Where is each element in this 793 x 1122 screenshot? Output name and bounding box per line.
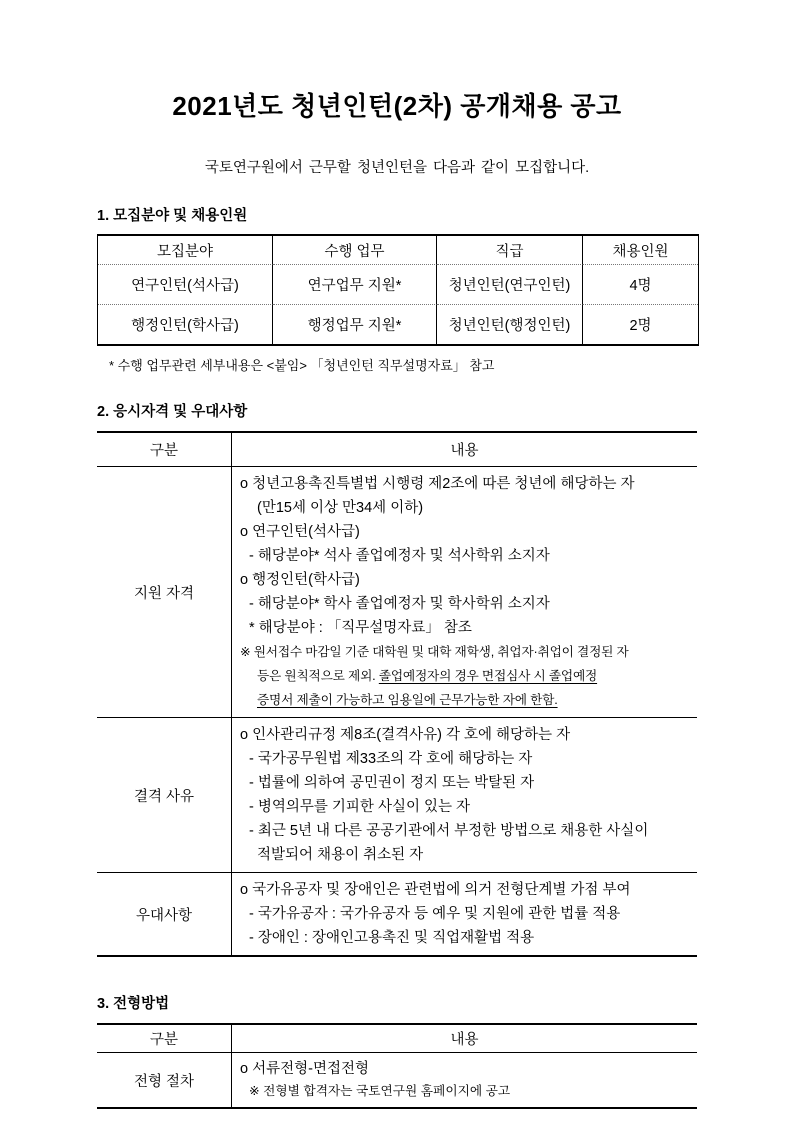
content-line — [240, 664, 691, 688]
row-label: 우대사항 — [97, 873, 232, 955]
content-line: o 인사관리규정 제8조(결격사유) 각 호에 해당하는 자 — [240, 727, 571, 743]
table-row — [98, 305, 698, 344]
column-header-category: 구분 — [97, 433, 232, 467]
cell-duty: 연구업무 지원* — [273, 265, 437, 305]
row-content — [232, 873, 697, 955]
content-line: ※ 원서접수 마감일 기준 대학원 및 대학 재학생, 취업자·취업이 결정된 자 — [240, 645, 629, 659]
content-line: o 연구인턴(석사급) — [240, 524, 360, 540]
cell-count: 2명 — [629, 318, 652, 334]
column-header-duty: 수행 업무 — [273, 236, 437, 265]
cell-duty: 행정업무 지원* — [273, 305, 437, 344]
table-header-row — [97, 433, 697, 467]
table-footnote: * 수행 업무관련 세부내용은 <붙임> 「청년인턴 직무설명자료」 참고 — [109, 358, 495, 373]
content-line: 적발되어 채용이 취소된 자 — [257, 847, 424, 863]
line-text: 등은 원칙적으로 제외. — [257, 669, 379, 683]
content-line — [240, 688, 691, 712]
content-line: o 국가유공자 및 장애인은 관련법에 의거 전형단계별 가점 부여 — [240, 882, 631, 898]
content-line: - 장애인 : 장애인고용촉진 및 직업재활법 적용 — [249, 930, 535, 946]
content-line: - 해당분야* 학사 졸업예정자 및 학사학위 소지자 — [249, 596, 550, 612]
content-line: - 최근 5년 내 다른 공공기관에서 부정한 방법으로 채용한 사실이 — [249, 823, 649, 839]
selection-method-table — [97, 1023, 697, 1109]
section3-heading: 3. 전형방법 — [97, 996, 170, 1012]
underlined-text: 졸업예정자의 경우 면접심사 시 졸업예정 — [378, 669, 598, 683]
content-line: ※ 전형별 합격자는 국토연구원 홈페이지에 공고 — [249, 1084, 511, 1098]
row-content — [232, 718, 697, 873]
table-row-eligibility — [97, 467, 697, 718]
table-row-preference — [97, 873, 697, 955]
content-line: - 법률에 의하여 공민권이 정지 또는 박탈된 자 — [249, 775, 535, 791]
recruitment-fields-table — [97, 234, 699, 346]
cell-grade: 청년인턴(연구인턴) — [437, 265, 583, 305]
section1-heading: 1. 모집분야 및 채용인원 — [97, 208, 248, 224]
content-line: o 행정인턴(학사급) — [240, 572, 360, 588]
page-title: 2021년도 청년인턴(2차) 공개채용 공고 — [172, 91, 622, 121]
content-line: (만15세 이상 만34세 이하) — [257, 500, 424, 516]
table-row — [98, 265, 698, 305]
row-label: 지원 자격 — [97, 467, 232, 718]
column-header-grade: 직급 — [437, 236, 583, 265]
content-line: - 해당분야* 석사 졸업예정자 및 석사학위 소지자 — [249, 548, 550, 564]
content-line: o 청년고용촉진특별법 시행령 제2조에 따른 청년에 해당하는 자 — [240, 476, 635, 492]
row-content — [232, 1053, 697, 1107]
row-content — [232, 467, 697, 718]
column-header-count: 채용인원 — [583, 236, 698, 265]
cell-field: 연구인턴(석사급) — [98, 265, 273, 305]
content-line: - 병역의무를 기피한 사실이 있는 자 — [249, 799, 471, 815]
content-line: - 국가공무원법 제33조의 각 호에 해당하는 자 — [249, 751, 533, 767]
page-subtitle: 국토연구원에서 근무할 청년인턴을 다음과 같이 모집합니다. — [204, 160, 590, 176]
cell-field: 행정인턴(학사급) — [98, 305, 273, 344]
qualification-table — [97, 431, 697, 957]
cell-grade: 청년인턴(행정인턴) — [437, 305, 583, 344]
section2-heading: 2. 응시자격 및 우대사항 — [97, 404, 248, 420]
column-header-field: 모집분야 — [98, 236, 273, 265]
document-body — [97, 0, 697, 1109]
content-line: - 국가유공자 : 국가유공자 등 예우 및 지원에 관한 법률 적용 — [249, 906, 621, 922]
row-label: 결격 사유 — [97, 718, 232, 873]
column-header-content: 내용 — [232, 1025, 697, 1053]
table-header-row — [98, 236, 698, 265]
underlined-text: 증명서 제출이 가능하고 임용일에 근무가능한 자에 한함. — [257, 693, 558, 707]
column-header-category: 구분 — [97, 1025, 232, 1053]
content-line: o 서류전형-면접전형 — [240, 1061, 369, 1077]
table-row-procedure — [97, 1053, 697, 1107]
content-line: * 해당분야 : 「직무설명자료」 참조 — [249, 620, 472, 636]
table-row-disqualification — [97, 718, 697, 873]
row-label: 전형 절차 — [97, 1053, 232, 1107]
cell-count: 4명 — [583, 265, 698, 305]
column-header-content: 내용 — [232, 433, 697, 467]
table-header-row — [97, 1025, 697, 1053]
